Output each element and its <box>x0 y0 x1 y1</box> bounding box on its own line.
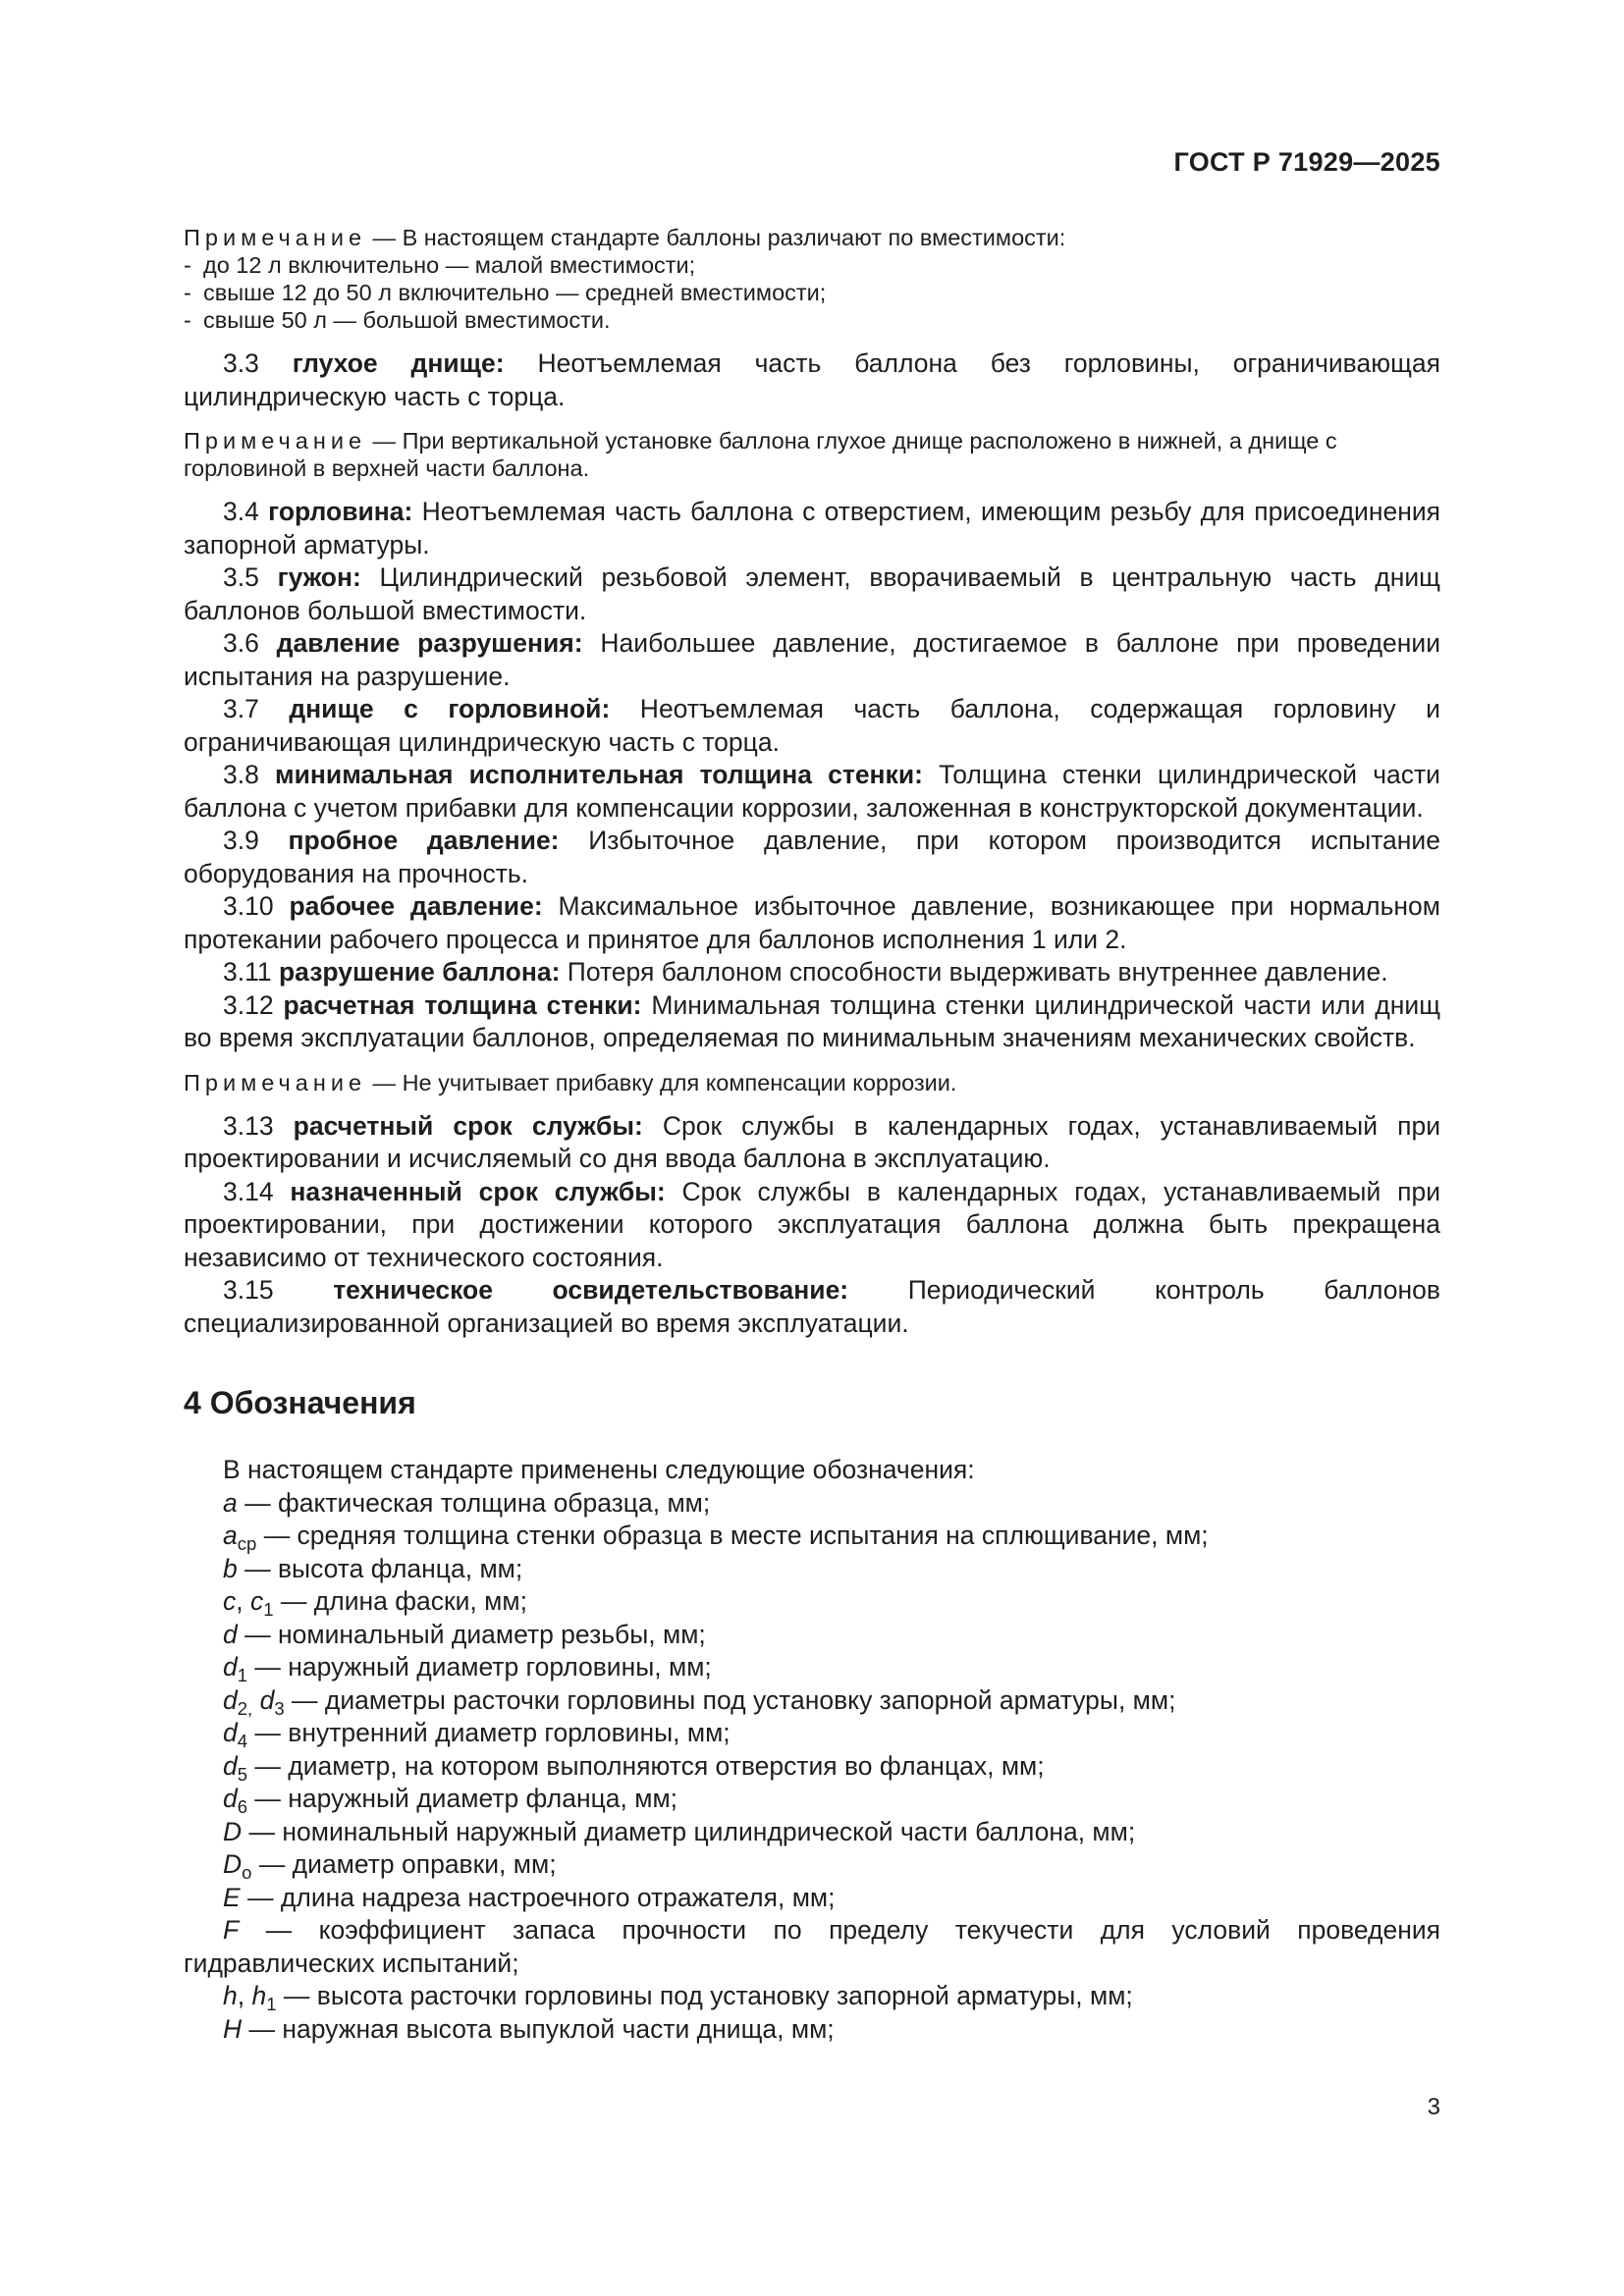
symbol: d <box>223 1684 238 1715</box>
symbol-definition <box>184 1684 1440 1718</box>
symbol-definition <box>184 1487 1440 1521</box>
term-3-8: 3.8 минимальная исполнительная толщина стенки: Толщина стенки цилиндрической части баллона с учетом прибавки для компенсации коррозии, заложенная в конструкторской документации. <box>184 760 1440 823</box>
symbol: d <box>259 1684 275 1715</box>
symbol: c <box>249 1586 264 1616</box>
term-name: днище с горловиной: <box>289 694 611 723</box>
symbol-description: — коэффициент запаса прочности по пределу текучести для условий проведения гидравлических испытаний; <box>184 1915 1440 1978</box>
term-3-5: 3.5 гужон: Цилиндрический резьбовой элемент, вворачиваемый в центральную часть днищ баллонов большой вместимости. <box>184 562 1440 625</box>
symbol-subscript: 1 <box>237 1665 248 1685</box>
symbol: d <box>223 1619 238 1649</box>
symbol-description: — внутренний диаметр горловины, мм; <box>247 1718 731 1747</box>
symbol-definition: h, $h_1$ — высота расточки горловины под установку запорной арматуры, мм; <box>223 1981 1133 2014</box>
term-definition: Неотъемлемая часть баллона с отверстием, имеющим резьбу для присоединения запорной арматуры. <box>184 497 1440 560</box>
document-id-header: ГОСТ Р 71929—2025 <box>1173 147 1440 177</box>
symbol-definition <box>184 1520 1440 1553</box>
section-title: 4 Обозначения <box>184 1385 416 1420</box>
symbol-description: — диаметр оправки, мм; <box>251 1849 557 1879</box>
term-definition: Срок службы в календарных годах, устанавливаемый при проектировании, при достижении которого эксплуатация баллона должна быть прекращена независимо от технического состояния. <box>184 1176 1440 1272</box>
symbol: d <box>223 1784 238 1813</box>
symbol-definition <box>184 1816 1440 1849</box>
symbol-description: — наружный диаметр горловины, мм; <box>247 1652 712 1682</box>
term-name: пробное давление: <box>288 826 560 855</box>
note-text: — Не учитывает прибавку для компенсации коррозии. <box>366 1069 957 1095</box>
symbol-definition: c, $c_1$ — длина фаски, мм; <box>223 1586 527 1620</box>
section-intro: В настоящем стандарте применены следующие обозначения: <box>223 1455 975 1484</box>
term-name: рабочее давление: <box>289 891 543 921</box>
symbol-definition <box>184 1914 1440 1980</box>
symbol: a <box>223 1521 238 1550</box>
symbol: D <box>223 1849 243 1879</box>
term-3-3: 3.3 глухое днище: Неотъемлемая часть баллона без горловины, ограничивающая цилиндрическую часть с торца. <box>184 348 1440 411</box>
term-name: разрушение баллона: <box>279 957 561 987</box>
term-3-9: 3.9 пробное давление: Избыточное давление, при котором производится испытание оборудования на прочность. <box>184 826 1440 888</box>
term-definition: Периодический контроль баллонов специализированной организацией во время эксплуатации. <box>184 1275 1440 1338</box>
term-3-14: 3.14 назначенный срок службы: Срок службы в календарных годах, устанавливаемый при проектировании, при достижении которого эксплуатация баллона должна быть прекращена независимо от технического состояния. <box>184 1176 1440 1272</box>
symbol-description: — длина надреза настроечного отражателя, мм; <box>240 1882 836 1912</box>
symbol-description: — наружная высота выпуклой части днища, мм; <box>242 2013 835 2044</box>
note-label: Примечание <box>184 225 367 250</box>
symbol-subscript: 1 <box>263 1599 274 1620</box>
term-3-11: 3.11 разрушение баллона: Потеря баллоном способности выдерживать внутреннее давление. <box>223 957 1388 987</box>
note-bottom <box>184 427 1440 482</box>
symbol: d <box>223 1652 238 1682</box>
term-definition: Наибольшее давление, достигаемое в баллоне при проведении испытания на разрушение. <box>184 628 1441 691</box>
symbol: E <box>223 1882 241 1912</box>
term-definition: Неотъемлемая часть баллона, содержащая горловину и ограничивающая цилиндрическую часть с торца. <box>184 694 1440 757</box>
term-name: минимальная исполнительная толщина стенки: <box>275 760 923 789</box>
symbol-description: — фактическая толщина образца, мм; <box>237 1487 711 1518</box>
symbol-description: — длина фаски, мм; <box>273 1586 527 1616</box>
note-corrosion <box>184 1069 1440 1096</box>
symbol-definition <box>184 1717 1440 1750</box>
term-definition: Максимальное избыточное давление, возникающее при нормальном протекании рабочего процесса и принятое для баллонов исполнения 1 или 2. <box>184 891 1440 954</box>
term-name: горловина: <box>268 497 413 526</box>
symbol-description: — средняя толщина стенки образца в месте испытания на сплющивание, мм; <box>256 1521 1209 1550</box>
symbol-description: — номинальный диаметр резьбы, мм; <box>237 1619 706 1649</box>
symbol-description: — номинальный наружный диаметр цилиндрической части баллона, мм; <box>242 1816 1136 1846</box>
term-name: гужон: <box>277 562 361 592</box>
note-label: Примечание <box>184 1069 367 1095</box>
symbol-definition <box>184 1848 1440 1882</box>
term-definition: Неотъемлемая часть баллона без горловины, ограничивающая цилиндрическую часть с торца. <box>184 348 1440 411</box>
symbol-description: — высота расточки горловины под установку запорной арматуры, мм; <box>276 1981 1133 2010</box>
term-3-7: 3.7 днище с горловиной: Неотъемлемая часть баллона, содержащая горловину и ограничивающая цилиндрическую часть с торца. <box>184 694 1440 757</box>
term-3-4: 3.4 горловина: Неотъемлемая часть баллона с отверстием, имеющим резьбу для присоединения запорной арматуры. <box>184 497 1440 560</box>
term-3-12: 3.12 расчетная толщина стенки: Минимальная толщина стенки цилиндрической части или днищ во время эксплуатации баллонов, определяемая по минимальным значениям механических свойств. <box>184 989 1441 1052</box>
symbol-subscript: ср <box>237 1533 257 1554</box>
note-capacity <box>184 224 1440 334</box>
term-definition: Потеря баллоном способности выдерживать внутреннее давление. <box>560 957 1388 987</box>
list-item: - до 12 л включительно — малой вместимости; <box>184 252 696 278</box>
list-item: - свыше 12 до 50 л включительно — средней вместимости; <box>184 280 827 305</box>
symbol: c <box>223 1586 237 1616</box>
symbol-subscript: 2, <box>237 1697 253 1719</box>
symbol-definition <box>184 1619 1440 1652</box>
symbol-subscript: 3 <box>274 1697 285 1719</box>
term-definition: Избыточное давление, при котором производится испытание оборудования на прочность. <box>184 826 1440 888</box>
page-content <box>184 224 1440 2046</box>
symbol-subscript: 4 <box>237 1731 248 1751</box>
symbol-description: — наружный диаметр фланца, мм; <box>247 1784 678 1813</box>
symbol-subscript: 6 <box>237 1796 248 1817</box>
term-definition: Срок службы в календарных годах, устанавливаемый при проектировании и исчисляемый со дня ввода баллона в эксплуатацию. <box>184 1110 1441 1173</box>
term-name: глухое днище: <box>292 348 505 378</box>
term-name: назначенный срок службы: <box>290 1176 666 1206</box>
note-text: — При вертикальной установке баллона глухое днище расположено в нижней, а днище с горловиной в верхней части баллона. <box>184 428 1337 481</box>
list-item: - свыше 50 л — большой вместимости. <box>184 307 611 333</box>
term-definition: Толщина стенки цилиндрической части баллона с учетом прибавки для компенсации коррозии, заложенная в конструкторской документации. <box>184 760 1440 823</box>
symbol-definition <box>184 1783 1440 1816</box>
symbol-definition <box>184 1651 1440 1684</box>
symbol-subscript: о <box>242 1862 252 1883</box>
note-text: — В настоящем стандарте баллоны различают по вместимости: <box>366 225 1066 250</box>
symbol-subscript: 1 <box>266 1994 277 2014</box>
symbol-subscript: 5 <box>237 1763 248 1785</box>
symbol-definition <box>184 1750 1440 1784</box>
term-name: расчетный срок службы: <box>293 1110 643 1141</box>
symbol: D <box>223 1816 243 1846</box>
page-number: 3 <box>1427 2094 1440 2120</box>
symbol-description: — диаметр, на котором выполняются отверстия во фланцах, мм; <box>247 1750 1045 1781</box>
term-3-10: 3.10 рабочее давление: Максимальное избыточное давление, возникающее при нормальном протекании рабочего процесса и принятое для баллонов исполнения 1 или 2. <box>184 891 1440 954</box>
symbol-description: — высота фланца, мм; <box>237 1553 523 1583</box>
symbol: F <box>223 1915 240 1945</box>
term-3-6: 3.6 давление разрушения: Наибольшее давление, достигаемое в баллоне при проведении испытания на разрушение. <box>184 628 1441 691</box>
term-name: расчетная толщина стенки: <box>283 989 642 1020</box>
symbols-list <box>184 1487 1440 2047</box>
symbol: d <box>223 1718 238 1747</box>
note-label: Примечание <box>184 428 367 454</box>
term-3-13: 3.13 расчетный срок службы: Срок службы в календарных годах, устанавливаемый при проектировании и исчисляемый со дня ввода баллона в эксплуатацию. <box>184 1110 1441 1173</box>
term-definition: Минимальная толщина стенки цилиндрической части или днищ во время эксплуатации баллонов, определяемая по минимальным значениям механических свойств. <box>184 989 1441 1052</box>
symbol: H <box>223 2013 243 2044</box>
symbol-description: — диаметры расточки горловины под установку запорной арматуры, мм; <box>284 1684 1176 1715</box>
symbol-definition <box>184 1882 1440 1915</box>
term-name: техническое освидетельствование: <box>333 1275 849 1305</box>
symbol: d <box>223 1750 238 1781</box>
symbol: b <box>223 1553 238 1583</box>
term-name: давление разрушения: <box>276 628 583 658</box>
symbol-definition <box>184 2013 1440 2047</box>
symbol: h <box>223 1981 238 2010</box>
symbol: a <box>223 1487 238 1518</box>
term-definition: Цилиндрический резьбовой элемент, вворачиваемый в центральную часть днищ баллонов большой вместимости. <box>184 562 1440 625</box>
term-3-15: 3.15 техническое освидетельствование: Периодический контроль баллонов специализированной организацией во время эксплуатации. <box>184 1275 1440 1338</box>
symbol: h <box>251 1981 267 2010</box>
symbol-definition <box>184 1553 1440 1586</box>
